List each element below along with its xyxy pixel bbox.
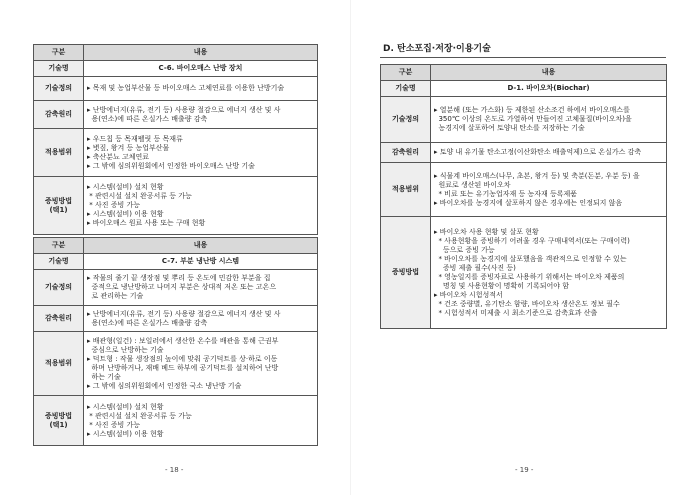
content-line: 농경지에 살포하여 토양내 탄소를 저장하는 기술: [434, 124, 585, 132]
content-line: ▸ 배관형(일건) : 보일러에서 생산한 온수를 배관을 통해 근권부: [87, 336, 279, 345]
content-line: * 사용현황을 증빙하기 어려울 경우 구매내역서(또는 구매이력): [434, 236, 630, 245]
content-line: 명칭 및 사용현황이 명확히 기록되어야 함: [434, 281, 569, 290]
row-content: [84, 306, 318, 332]
content-line: 원료로 생산된 바이오차: [434, 180, 511, 189]
table-header-row: [381, 65, 667, 81]
row-label-text: 적용범위: [44, 148, 73, 156]
content-line: * 바이오차를 농경지에 살포했음을 객관적으로 인정할 수 있는: [434, 254, 627, 263]
row-label-text: 증빙방법 (택1): [44, 196, 73, 214]
row-label: [34, 177, 84, 235]
content-line: ▸ 시스템(설비) 설치 현황: [87, 183, 164, 191]
header-category: 구분: [34, 238, 84, 254]
content-line: 등으로 증빙 가능: [434, 245, 495, 254]
row-label: [34, 306, 84, 332]
row-scope: [381, 163, 667, 217]
row-scope: [34, 129, 318, 177]
row-content: [84, 270, 318, 306]
content-line: ▸ 난방에너지(유류, 전기 등) 사용량 절감으로 에너지 생산 및 사: [87, 309, 281, 318]
content-line: ▸ 그 밖에 심의위원회에서 인정한 국소 냉난방 기술: [87, 381, 242, 390]
row-content: [84, 396, 318, 446]
row-label-text: 기술명: [48, 257, 69, 265]
row-label-text: 증빙방법: [391, 268, 420, 276]
content-line: 350℃ 이상의 온도로 가열하여 만들어진 고체물질(바이오차)을: [434, 115, 632, 123]
content-line: ▸ 식물계 바이오매스(나무, 초본, 왕겨 등) 및 축분(돈분, 우분 등) 을: [434, 171, 640, 180]
row-tech-name: [34, 61, 318, 77]
row-label-text: 기술명: [395, 84, 416, 92]
header-category: 구분: [381, 65, 431, 81]
table-c7: [33, 237, 318, 446]
row-definition: [34, 270, 318, 306]
row-definition: [381, 97, 667, 143]
row-label-text: 기술정의: [44, 283, 73, 291]
row-scope: [34, 332, 318, 396]
content-line: ▸ 시스템(설비) 설치 현황: [87, 402, 164, 411]
content-line: * 사진 증빙 가능: [87, 201, 140, 209]
row-content: [431, 81, 667, 97]
row-label-text: 적용범위: [391, 185, 420, 193]
header-content: 내용: [84, 45, 318, 61]
row-content: [84, 101, 318, 129]
table-header-row: [34, 45, 318, 61]
row-label-text: 기술명: [48, 64, 69, 72]
content-line: 하며 난방하거나, 재배 베드 하부에 공기덕트를 설치하여 난방: [87, 363, 279, 372]
row-definition: [34, 77, 318, 101]
row-content: [84, 332, 318, 396]
content-line: ▸ 볏짚, 왕겨 등 농업부산물: [87, 143, 170, 152]
header-content: 내용: [84, 238, 318, 254]
row-label-text: 감축원리: [391, 148, 420, 156]
row-evidence: [381, 217, 667, 329]
content-line: 중적으로 냉난방하고 나머지 부분은 상대적 저온 또는 고온으: [87, 283, 277, 291]
row-label-text: 기술정의: [44, 84, 73, 92]
row-label: [381, 97, 431, 143]
section-title-underline: [380, 57, 666, 58]
row-content: [431, 97, 667, 143]
content-line: ▸ 시스템(설비) 이용 현황: [87, 210, 164, 218]
row-label: [381, 163, 431, 217]
content-line: ▸ 바이오차 시험성적서: [434, 290, 503, 299]
row-label: [381, 217, 431, 329]
content-line: ▸ 덕트형 : 작물 생장점의 높이에 맞춰 공기덕트를 상·하로 이동: [87, 354, 278, 363]
row-label: [34, 270, 84, 306]
section-title: D. 탄소포집·저장·이용기술: [383, 44, 491, 54]
page-number-right: - 19 -: [515, 466, 534, 474]
content-line: ▸ 난방에너지(유류, 전기 등) 사용량 절감으로 에너지 생산 및 사: [87, 105, 281, 114]
row-content: [84, 177, 318, 235]
content-line: * 관련시설 설치 완공서류 등 가능: [87, 192, 192, 200]
content-line: 하는 기술: [87, 372, 121, 381]
tech-title: D-1. 바이오차(Biochar): [507, 84, 590, 92]
tech-title: C-7. 부분 냉난방 시스템: [161, 257, 240, 265]
row-content: [84, 61, 318, 77]
content-line: * 사진 증빙 가능: [87, 420, 140, 429]
content-line: ▸ 그 밖에 심의위원회에서 인정한 바이오매스 난방 기술: [87, 161, 255, 170]
row-label: [34, 129, 84, 177]
header-category: 구분: [34, 45, 84, 61]
row-tech-name: [381, 81, 667, 97]
row-content: [431, 143, 667, 163]
row-label: [381, 81, 431, 97]
content-line: 중심으로 난방하는 기술: [87, 345, 164, 354]
table-c6: [33, 44, 318, 235]
page-divider: [350, 0, 351, 495]
row-label: [381, 143, 431, 163]
content-line: ▸ 바이오차 사용 현황 및 살포 현황: [434, 227, 539, 236]
row-reduction-principle: [381, 143, 667, 163]
content-line: ▸ 작물의 줄기 끝 생장점 및 뿌리 등 온도에 민감한 부분을 집: [87, 274, 271, 282]
row-label-text: 감축원리: [44, 110, 73, 118]
content-line: ▸ 우드칩 등 목재펠릿 등 목재류: [87, 134, 183, 143]
content-line: 용(연소)에 따른 온실가스 배출량 감축: [87, 114, 208, 123]
row-content: [84, 129, 318, 177]
page-number-left: - 18 -: [165, 466, 184, 474]
content-line: * 영농일지를 증빙자료로 사용하기 위해서는 바이오차 제품의: [434, 272, 625, 281]
row-content: [431, 217, 667, 329]
content-line: 증빙 제출 필수(사진 등): [434, 263, 516, 272]
row-reduction-principle: [34, 306, 318, 332]
content-line: ▸ 목재 및 농업부산물 등 바이오매스 고체연료를 이용한 난방기술: [87, 84, 285, 92]
row-content: [84, 254, 318, 270]
content-line: * 관련시설 설치 완공서류 등 가능: [87, 411, 192, 420]
row-label: [34, 254, 84, 270]
tech-title: C-6. 바이오매스 난방 장치: [158, 64, 243, 72]
content-line: ▸ 바이오매스 원료 사용 또는 구매 현황: [87, 219, 206, 227]
table-header-row: [34, 238, 318, 254]
content-line: ▸ 시스템(설비) 이용 현황: [87, 429, 164, 438]
row-label-text: 기술정의: [391, 115, 420, 123]
content-line: ▸ 토양 내 유기물 탄소고정(이산화탄소 배출억제)으로 온실가스 감축: [434, 148, 642, 156]
row-content: [84, 77, 318, 101]
row-evidence: [34, 177, 318, 235]
row-label: [34, 332, 84, 396]
row-label: [34, 396, 84, 446]
content-line: ▸ 축산분뇨 고체연료: [87, 152, 150, 161]
content-line: 로 관리하는 기술: [87, 292, 144, 300]
row-reduction-principle: [34, 101, 318, 129]
row-tech-name: [34, 254, 318, 270]
table-d1: [380, 64, 667, 329]
content-line: ▸ 열분해 (또는 가스화) 등 제한된 산소조건 하에서 바이오매스를: [434, 106, 630, 114]
content-line: * 비료 또는 유기농업자재 등 농자재 등록제품: [434, 189, 578, 198]
row-label: [34, 77, 84, 101]
row-label-text: 증빙방법 (택1): [44, 411, 73, 429]
content-line: ▸ 바이오차를 농경지에 살포하지 않은 경우에는 인정되지 않음: [434, 198, 623, 207]
row-evidence: [34, 396, 318, 446]
row-label-text: 적용범위: [44, 359, 73, 367]
row-label-text: 감축원리: [44, 314, 73, 322]
row-content: [431, 163, 667, 217]
content-line: * 건조 중량별, 유기탄소 함량, 바이오차 생산온도 정보 필수: [434, 299, 620, 308]
header-content: 내용: [431, 65, 667, 81]
row-label: [34, 101, 84, 129]
content-line: 용(연소)에 따른 온실가스 배출량 감축: [87, 318, 208, 327]
row-label: [34, 61, 84, 77]
content-line: * 시험성적서 미제출 시 최소기준으로 감축효과 산출: [434, 308, 598, 317]
